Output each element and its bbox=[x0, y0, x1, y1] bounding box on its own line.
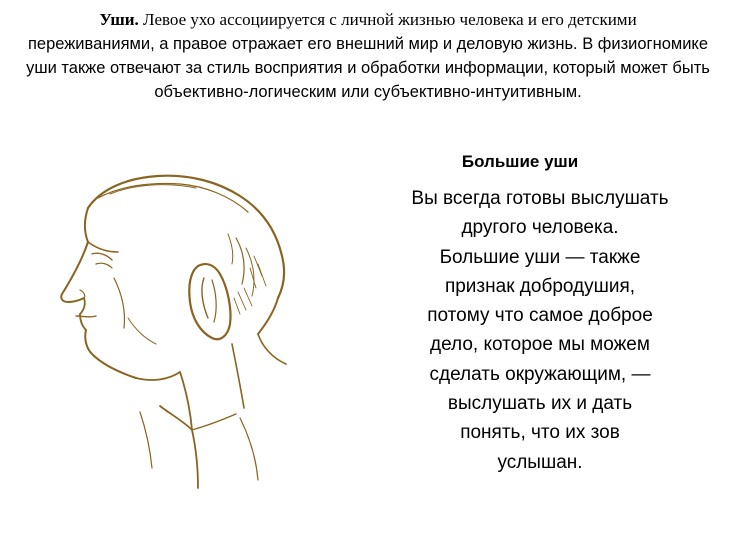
section-title: Большие уши bbox=[461, 152, 579, 171]
intro-paragraph bbox=[20, 8, 716, 104]
body-line: услышан. bbox=[497, 451, 583, 473]
section-body bbox=[362, 184, 718, 477]
body-line: дело, которое мы можем bbox=[430, 334, 650, 356]
intro-lead-bold: Уши. bbox=[99, 10, 139, 29]
head-profile-sketch bbox=[40, 168, 300, 548]
body-line: выслушать их и дать bbox=[447, 393, 633, 415]
body-line: потому что самое доброе bbox=[427, 305, 653, 327]
intro-lead-serif: Левое ухо ассоциируется с личной жизнью человека и его детскими bbox=[138, 10, 637, 29]
body-line: Вы всегда готовы выслушать bbox=[411, 188, 669, 209]
intro-rest: переживаниями, а правое отражает его внешний мир и деловую жизнь. В физиогномике уши также отвечают за стиль восприятия и обработки информации, который может быть объективно-логическим или субъективно-интуитивным. bbox=[26, 35, 710, 101]
body-line: сделать окружающим, — bbox=[429, 363, 651, 385]
body-line: понять, что их зов bbox=[460, 422, 620, 444]
body-line: другого человека. bbox=[461, 217, 619, 239]
body-line: Большие уши — также bbox=[439, 246, 641, 268]
body-line: признак добродушия, bbox=[444, 275, 636, 297]
